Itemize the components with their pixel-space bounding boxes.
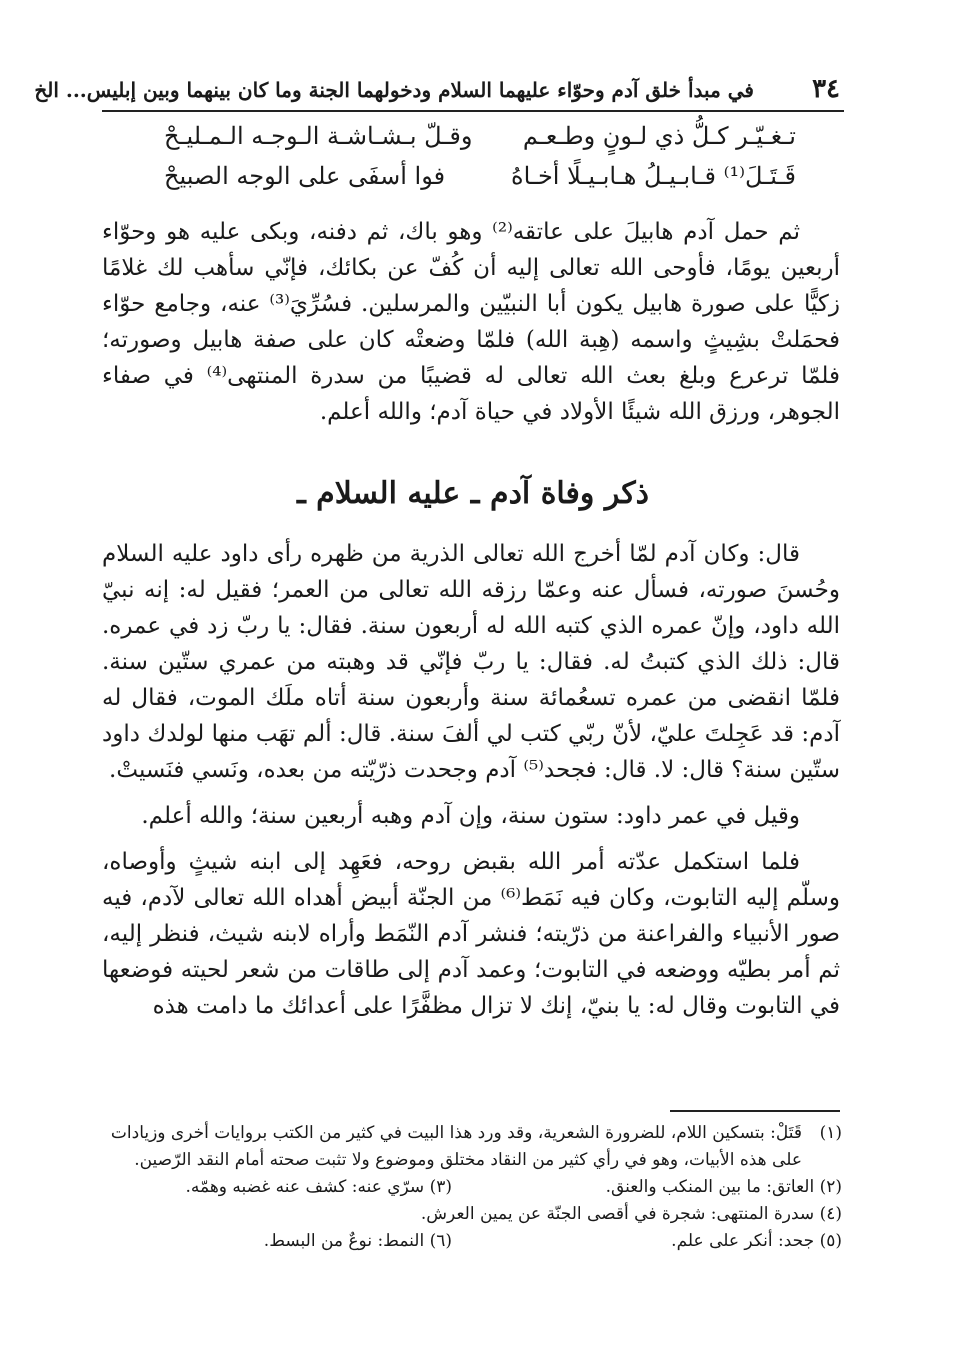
footnote-row (102, 1174, 842, 1201)
footnote-2: (٢) العاتق: ما بين المنكب والعنق. (605, 1177, 842, 1197)
section-heading: ذكر وفاة آدم ـ عليه السلام ـ (296, 476, 650, 511)
body-text-death-section (102, 536, 840, 1024)
footnote-4: (٤) سدرة المنتهى: شجرة في أقصى الجنّة عن يمين العرش. (420, 1204, 842, 1224)
footnote-divider (670, 1110, 840, 1112)
paragraph-adam-testament: فلما استكمل عدّته أمر الله بقبض روحه، فعَهِد إلى ابنه شيثٍ وأوصاه، وسلّم إليه التابوت، وكان فيه نَمَط⁽⁶⁾ من الجنّة أبيض أهداه الله تعالى لآدم، فيه صور الأنبياء والفراعنة من ذرّيته؛ فنشر آدم النّمَط وأراه لابنه شيث، فنظر إليه، ثم أمر بطيّه ووضعه في التابوت؛ وعمد آدم إلى طاقات من شعر لحيته فوضعها في التابوت وقال له: يا بنيّ، إنك لا تزال مظفَّرًا على أعدائك ما دامت هذه (102, 849, 840, 1019)
body-text-top (102, 214, 840, 430)
verse-hemistich-first: تـغـيّـر كـلُّ ذي لـونٍ وطـعـم (522, 122, 796, 150)
footnote-6: (٦) النمط: نوعٌ من البسط. (263, 1231, 452, 1251)
paragraph-alternate-report: وقيل في عمر داود: ستون سنة، وإن آدم وهبه أربعين سنة؛ والله أعلم. (141, 803, 800, 829)
verse-hemistich-first: قَـتَـلَ⁽¹⁾ قـابـيـلُ هـابـيـلًا أخـاهُ (511, 162, 796, 190)
paragraph-abel-burial: ثم حمل آدم هابيلَ على عاتقه⁽²⁾ وهو باك، ثم دفنه، وبكى عليه هو وحوّاء أربعين يومًا، فأوحى الله تعالى إليه أن كُفّ عن بكائك، فإنّي سأهب لك غلامًا زكيًّا على صورة هابيل يكون أبا النبيّين والمرسلين. فسُرِّيَ⁽³⁾ عنه، وجامع حوّاء فحمَلتْ بشِيثٍ واسمه (هِبة الله) فلمّا وضعتْه كان على صفة هابيل وصورته؛ فلمّا ترعرع وبلغ بعث الله تعالى له قضيبًا من سدرة المنتهى⁽⁴⁾ في صفاء الجوهر، ورزق الله شيئًا الأولاد في حياة آدم؛ والله أعلم. (102, 219, 840, 425)
verse-line (102, 122, 844, 162)
footnotes (102, 1120, 842, 1255)
footnote-1 (102, 1120, 842, 1174)
footnote-5: (٥) جحد: أنكر على علم. (671, 1231, 842, 1251)
poem-verses (102, 122, 844, 202)
verse-line (102, 162, 844, 202)
running-title: في مبدأ خلق آدم وحوّاء عليهما السلام ودخولهما الجنة وما كان بينهما وبين إبليس... الخ (34, 78, 754, 102)
footnote-row (102, 1228, 842, 1255)
verse-hemistich-second: فوا أسفَى على الوجه الصبيحْ (164, 162, 446, 190)
paragraph-david-lifespan: قال: وكان آدم لمّا أخرج الله تعالى الذرية من ظهره رأى داود عليه السلام وحُسنَ صورته، فسأل عنه وعمّا رزقه الله تعالى من العمر؛ فقيل له: إنه نبيّ الله داود، وإنّ عمره الذي كتبه الله له أربعون سنة. فقال: يا ربّ زد في عمره. قال: ذلك الذي كتبتُ له. فقال: يا ربّ فإنّي قد وهبته من عمري ستّين سنة. فلمّا انقضى من عمره تسعُمائة سنة وأربعون سنة أتاه ملَك الموت، فقال له آدم: قد عَجِلتَ عليّ، لأنّ ربّي كتب لي ألفَ سنة. قال: ألم تهَب منها لولدك داود ستّين سنة؟ قال: لا. قال: فجحد⁽⁵⁾ آدم وجحدت ذرّيّته من بعده، ونَسي فنَسيتْ. (102, 541, 840, 783)
footnote-row (102, 1201, 842, 1228)
footnote-number: (١) (819, 1123, 842, 1143)
footnote-text: قَتَلْ: بتسكين اللام، للضرورة الشعرية، وقد ورد هذا البيت في كثير من الكتب بروايات أخرى وزيادات على هذه الأبيات، وهو في رأي كثير من النقاد مختلق وموضوع ولا تثبت صحته أمام النقد الرّصين. (110, 1123, 802, 1170)
verse-hemistich-second: وقـلّ بـشـاشـة الـوجـه الـمـليـحْ (164, 122, 473, 150)
footnote-3: (٣) سرّي عنه: كشف عنه غضبه وهمّه. (185, 1177, 452, 1197)
page-number: ٣٤ (812, 74, 840, 104)
page-header (34, 66, 844, 112)
